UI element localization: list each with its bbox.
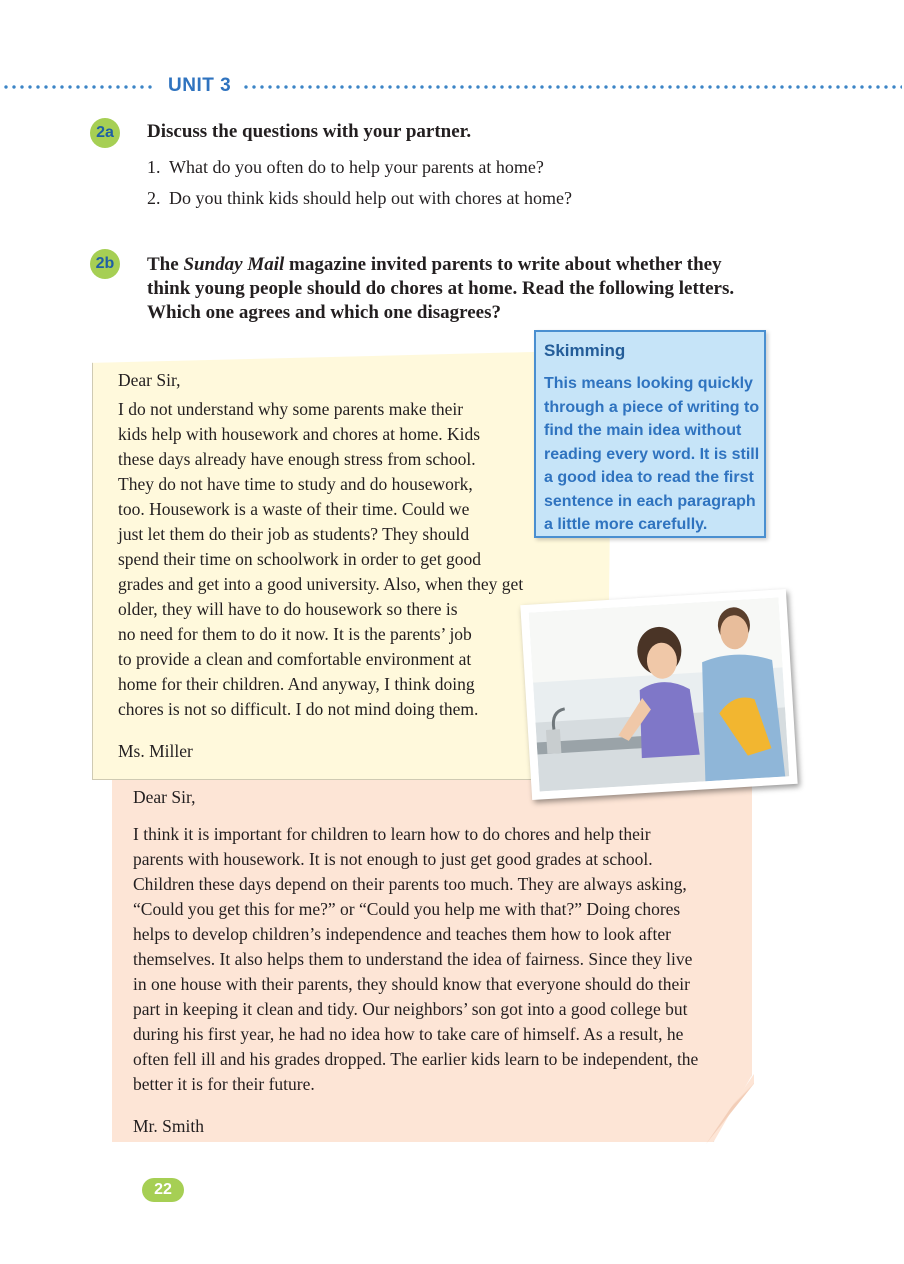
kitchen-photo-illustration: [529, 598, 789, 792]
letter-2-line: part in keeping it clean and tidy. Our neighbors’ son got into a good college but: [133, 999, 688, 1019]
letter-1-signature: Ms. Miller: [118, 741, 193, 761]
heading-2a: Discuss the questions with your partner.: [147, 121, 472, 142]
badge-2a: 2a: [90, 118, 120, 148]
letter-2: [133, 785, 733, 1139]
letter-1-line: I do not understand why some parents make their: [118, 399, 464, 419]
letter-2-line: Children these days depend on their parents too much. They are always asking,: [133, 874, 687, 894]
letter-1-line: chores is not so difficult. I do not mind doing them.: [118, 699, 479, 719]
page-number: 22: [142, 1178, 184, 1202]
skimming-line: a good idea to read the first: [544, 469, 754, 486]
dotted-rule-right: [242, 85, 902, 89]
letter-1-line: just let them do their job as students? They should: [118, 524, 470, 544]
skimming-title: Skimming: [544, 341, 626, 360]
magazine-name: Sunday Mail: [183, 254, 285, 275]
letter-1-line: spend their time on schoolwork in order to get good: [118, 549, 482, 569]
heading-2b-line-2: think young people should do chores at home. Read the following letters.: [147, 278, 735, 299]
kitchen-photo: [520, 589, 797, 800]
dotted-rule-left: [2, 85, 154, 89]
unit-title: UNIT 3: [168, 75, 232, 96]
letter-1-line: They do not have time to study and do housework,: [118, 474, 473, 494]
letter-1-line: to provide a clean and comfortable environment at: [118, 649, 472, 669]
heading-2b: [147, 253, 787, 325]
letter-1-line: no need for them to do it now. It is the parents’ job: [118, 624, 472, 644]
letter-2-salutation: Dear Sir,: [133, 787, 196, 807]
question-text: What do you often do to help your parents at home?: [169, 157, 544, 177]
question-2: [147, 188, 572, 209]
letter-1-line: these days already have enough stress from school.: [118, 449, 476, 469]
heading-2b-line-3: Which one agrees and which one disagrees?: [147, 302, 501, 323]
letter-2-signature: Mr. Smith: [133, 1116, 204, 1136]
skimming-line: find the main idea without: [544, 422, 742, 439]
letter-1-line: too. Housework is a waste of their time. Could we: [118, 499, 470, 519]
letter-2-line: during his first year, he had no idea how to take care of himself. As a result, he: [133, 1024, 684, 1044]
letter-2-line: parents with housework. It is not enough to just get good grades at school.: [133, 849, 653, 869]
letter-2-line: “Could you get this for me?” or “Could you help me with that?” Doing chores: [133, 899, 681, 919]
skimming-tip-box: [534, 330, 766, 538]
letter-2-line: helps to develop children’s independence and teaches them how to look after: [133, 924, 671, 944]
heading-2b-line-1: The Sunday Mail magazine invited parents to write about whether they: [147, 254, 722, 275]
badge-2b: 2b: [90, 249, 120, 279]
letter-1: [118, 368, 558, 764]
letter-2-line: often fell ill and his grades dropped. The earlier kids learn to be independent, the: [133, 1049, 699, 1069]
skimming-line: This means looking quickly: [544, 375, 753, 392]
skimming-line: reading every word. It is still: [544, 445, 760, 463]
letter-1-salutation: Dear Sir,: [118, 370, 181, 390]
skimming-line: through a piece of writing to: [544, 398, 760, 416]
letter-1-line: home for their children. And anyway, I think doing: [118, 674, 475, 694]
question-number: 1.: [147, 157, 161, 177]
letter-1-line: older, they will have to do housework so there is: [118, 599, 458, 619]
letter-1-line: grades and get into a good university. Also, when they get: [118, 574, 524, 594]
skimming-body: [544, 372, 762, 537]
question-number: 2.: [147, 188, 161, 208]
letter-2-line: I think it is important for children to learn how to do chores and help their: [133, 824, 651, 844]
letter-2-line: themselves. It also helps them to understand the idea of fairness. Since they live: [133, 949, 693, 969]
skimming-line: a little more carefully.: [544, 516, 708, 533]
unit-header: [0, 74, 904, 100]
question-1: [147, 157, 544, 178]
question-text: Do you think kids should help out with chores at home?: [169, 188, 572, 208]
skimming-line: sentence in each paragraph: [544, 492, 756, 510]
letter-2-line: better it is for their future.: [133, 1074, 315, 1094]
letter-1-line: kids help with housework and chores at home. Kids: [118, 424, 481, 444]
letter-2-line: in one house with their parents, they should know that everyone should do their: [133, 974, 690, 994]
